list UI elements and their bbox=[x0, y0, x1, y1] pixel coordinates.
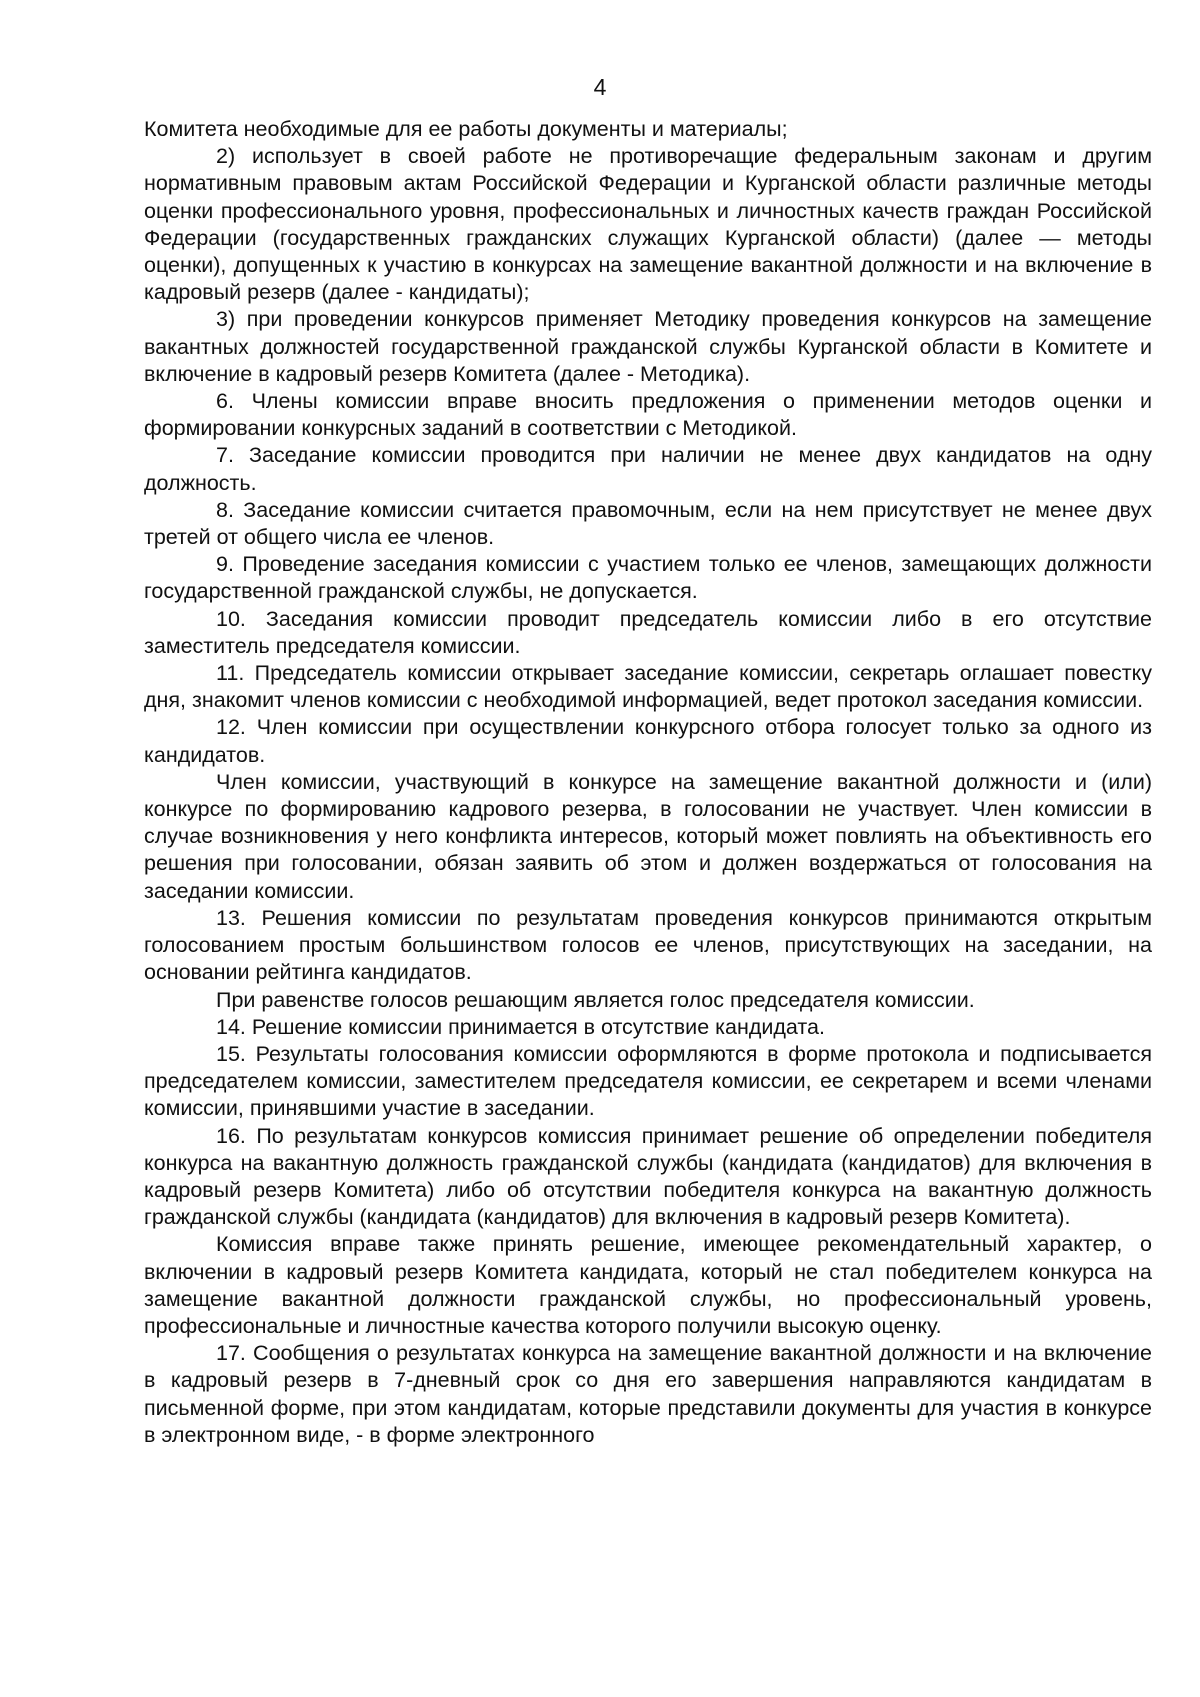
paragraph-continuation: Комитета необходимые для ее работы документы и материалы; bbox=[144, 117, 788, 141]
paragraph-clause-16: 16. По результатам конкурсов комиссия принимает решение об определении победителя конкурса на вакантную должность гражданской службы (кандидата (кандидатов) для включения в кадровый резерв Комитета) либо об отсутствии победителя конкурса на вакантную должность гражданской службы (кандидата (кандидатов) для включения в кадровый резерв Комитета). bbox=[144, 1123, 1152, 1230]
paragraph-clause-10: 10. Заседания комиссии проводит председатель комиссии либо в его отсутствие заместитель председателя комиссии. bbox=[144, 606, 1152, 658]
paragraph-clause-16-continued: Комиссия вправе также принять решение, имеющее рекомендательный характер, о включении в кадровый резерв Комитета кандидата, который не стал победителем конкурса на замещение вакантной должности гражданской службы, но профессиональный уровень, профессиональные и личностные качества которого получили высокую оценку. bbox=[144, 1232, 1152, 1338]
page-number: 4 bbox=[593, 74, 607, 100]
paragraph-clause-12: 12. Член комиссии при осуществлении конкурсного отбора голосует только за одного из кандидатов. bbox=[144, 715, 1152, 767]
paragraph-clause-15: 15. Результаты голосования комиссии оформляются в форме протокола и подписывается председателем комиссии, заместителем председателя комиссии, ее секретарем и всеми членами комиссии, принявшими участие в заседании. bbox=[144, 1041, 1152, 1121]
paragraph-clause-14: 14. Решение комиссии принимается в отсутствие кандидата. bbox=[216, 1014, 825, 1039]
paragraph-item-2: 2) использует в своей работе не противоречащие федеральным законам и другим нормативным правовым актам Российской Федерации и Курганской области различные методы оценки профессионального уровня, профессиональных и личностных качеств граждан Российской Федерации (государственных гражданских служащих Курганской области) (далее — методы оценки), допущенных к участию в конкурсах на замещение вакантной должности и на включение в кадровый резерв (далее - кандидаты); bbox=[144, 144, 1152, 305]
paragraph-clause-7: 7. Заседание комиссии проводится при наличии не менее двух кандидатов на одну должность. bbox=[144, 443, 1152, 495]
paragraph-clause-12-continued: Член комиссии, участвующий в конкурсе на замещение вакантной должности и (или) конкурсе по формированию кадрового резерва, в голосовании не участвует. Член комиссии в случае возникновения у него конфликта интересов, который может повлиять на объективность его решения при голосовании, обязан заявить об этом и должен воздержаться от голосования на заседании комиссии. bbox=[144, 769, 1152, 903]
paragraph-clause-17: 17. Сообщения о результатах конкурса на замещение вакантной должности и на включение в кадровый резерв в 7-дневный срок со дня его завершения направляются кандидатам в письменной форме, при этом кандидатам, которые представили документы для участия в конкурсе в электронном виде, - в форме электронного bbox=[144, 1341, 1152, 1447]
paragraph-clause-11: 11. Председатель комиссии открывает заседание комиссии, секретарь оглашает повестку дня, знакомит членов комиссии с необходимой информацией, ведет протокол заседания комиссии. bbox=[144, 661, 1152, 713]
paragraph-clause-6: 6. Члены комиссии вправе вносить предложения о применении методов оценки и формировании конкурсных заданий в соответствии с Методикой. bbox=[144, 389, 1152, 441]
paragraph-item-3: 3) при проведении конкурсов применяет Методику проведения конкурсов на замещение вакантных должностей государственной гражданской службы Курганской области в Комитете и включение в кадровый резерв Комитета (далее - Методика). bbox=[144, 307, 1152, 386]
paragraph-clause-9: 9. Проведение заседания комиссии с участием только ее членов, замещающих должности государственной гражданской службы, не допускается. bbox=[144, 552, 1152, 604]
paragraph-clause-13: 13. Решения комиссии по результатам проведения конкурсов принимаются открытым голосованием простым большинством голосов ее членов, присутствующих на заседании, на основании рейтинга кандидатов. bbox=[144, 905, 1152, 985]
paragraph-clause-8: 8. Заседание комиссии считается правомочным, если на нем присутствует не менее двух третей от общего числа ее членов. bbox=[144, 497, 1152, 550]
paragraph-clause-13-continued: При равенстве голосов решающим является голос председателя комиссии. bbox=[216, 987, 975, 1012]
document-body bbox=[144, 116, 1152, 1449]
